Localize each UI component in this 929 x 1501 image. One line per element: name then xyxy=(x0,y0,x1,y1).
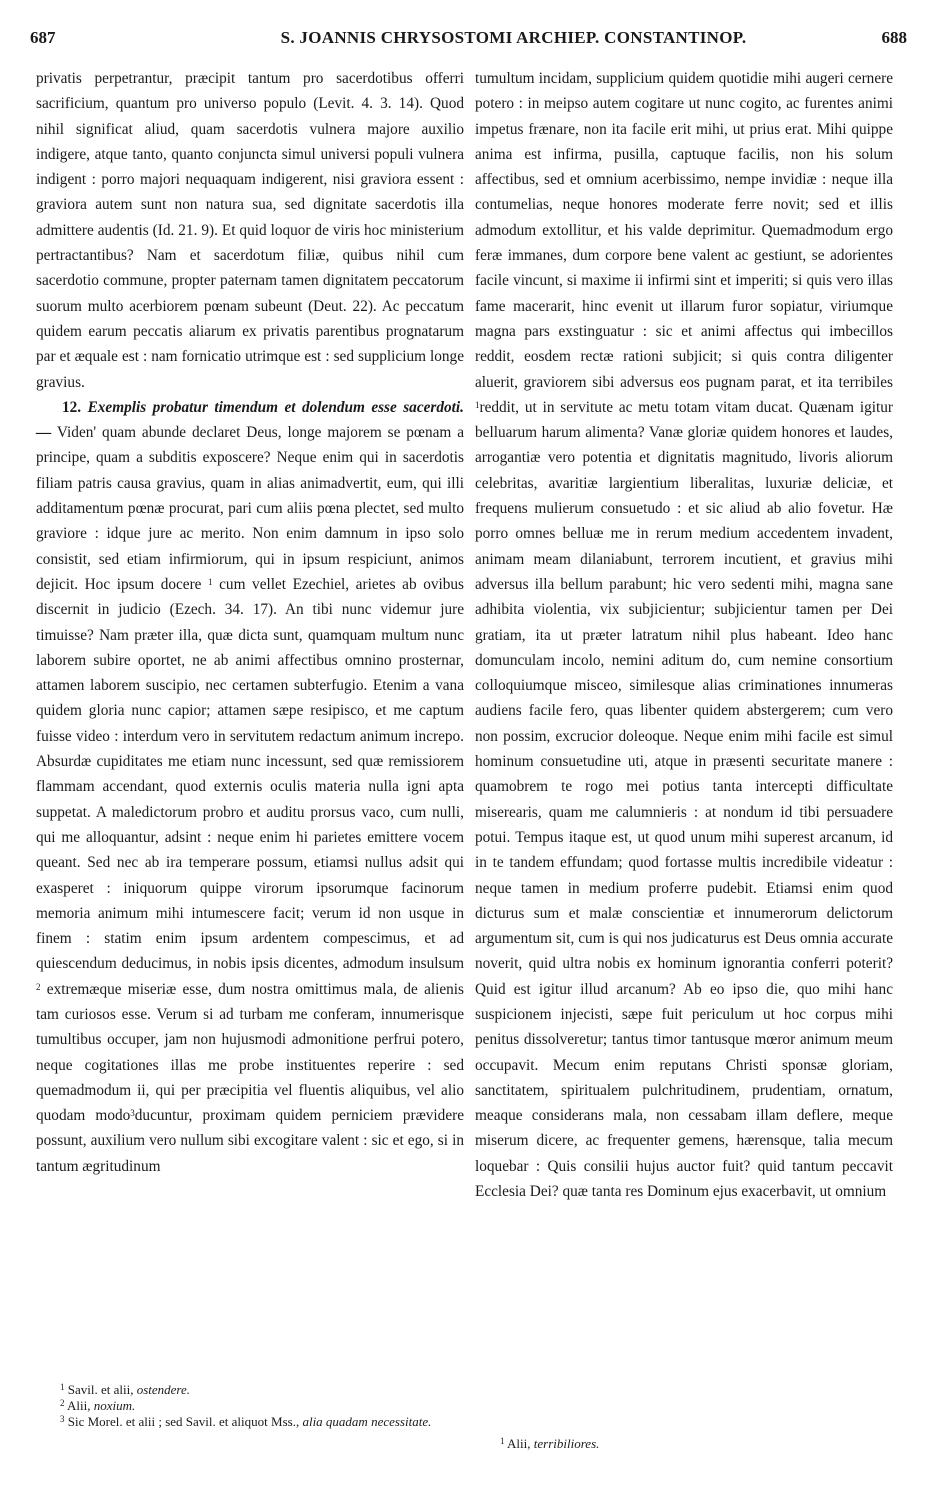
footnote-3 xyxy=(60,1414,450,1430)
footnote-2 xyxy=(60,1398,450,1414)
left-text-d: ducuntur, proximam quidem perniciem prævidere possunt, auxilium vero nullum sibi excogitare valent : sic et ego, si in tantum ægritudinum xyxy=(36,1107,464,1175)
right-footnote-1-italic: terribiliores. xyxy=(533,1436,600,1451)
footnote-1-text: Savil. et alii, xyxy=(67,1382,134,1397)
footnote-3-italic: alia quadam necessitate. xyxy=(302,1414,432,1429)
section-number: 12. xyxy=(62,398,82,416)
running-header xyxy=(30,22,907,56)
footnote-ref-2: 2 xyxy=(36,981,41,992)
left-paragraph-2 xyxy=(36,395,464,1179)
running-title: S. JOANNIS CHRYSOSTOMI ARCHIEP. CONSTANTINOP. xyxy=(280,28,747,47)
left-paragraph-1: privatis perpetrantur, præcipit tantum pro sacerdotibus offerri sacrificium, quantum pro universo populo (Levit. 4. 3. 14). Quod nihil significat aliud, quam sacerdotis vulnera majore auxilio indigere, atque tanto, quanto conjuncta simul universi populi vulnera indigent : porro majori nequaquam indigerent, nisi graviora essent : graviora autem sunt non natura sua, sed dignitate sacerdotis illa admittere audentis (Id. 21. 9). Et quid loquor de viris hoc ministerium pertractantibus? Nam et sacerdotum filiæ, quibus nihil cum sacerdotio commune, propter paternam tamen dignitatem peccatorum suorum multo acerbiorem pœnam subeunt (Deut. 22). Ac peccatum quidem earum peccatis aliarum ex privatis parentibus prognatarum par et æquale est : nam fornicatio utrimque est : sed supplicium longe gravius. xyxy=(36,70,464,391)
left-text-b: cum vellet Ezechiel, arietes ab ovibus discernit in judicio (Ezech. 34. 17). An tibi nunc videmur jure timuisse? Nam præter illa, quæ dicta sunt, quamquam multum nunc laborem subire oportet, ne ab animi affectibus omnino prosternar, attamen laborem suscipio, nec certamen subterfugio. Etenim a vana quidem gloria nunc capior; attamen sæpe resipisco, et me captum fuisse video : interdum vero in servitutem redactum animum increpo. Absurdæ cupiditates me etiam nunc incessunt, sed quæ remissiorem flammam accendant, quod externis oculis materia nulla igni apta suppetat. A maledictorum probro et auditu prorsus vaco, cum nulli, qui me alloquantur, adsint : neque enim hi parietes emittere vocem queant. Sed nec ab ira temperare possum, etiamsi nullus adsit qui exasperet : iniquorum quippe virorum ipsorumque facinorum memoria animum mihi intumescere facit; verum id non usque in finem : statim enim ipsum ardentem compescimus, et ad quiescendum deducimus, in nobis ipsis dicentes, admodum insulsum xyxy=(36,575,465,973)
footnote-ref-1: 1 xyxy=(208,576,213,587)
left-footnotes xyxy=(60,1382,450,1430)
footnote-3-text: Sic Morel. et alii ; sed Savil. et aliquot Mss., xyxy=(67,1414,300,1429)
right-text-a: tumultum incidam, supplicium quidem quotidie mihi augeri cernere potero : in meipso autem cogitare ut nunc cogito, ac furentes animi impetus frænare, non ita facile erit mihi, ut prius erat. Mihi quippe anima est infirma, pusilla, captuque facilis, non his solum affectibus, sed et omnium acerbissimo, nempe invidiæ : neque illa contumelias, neque honores moderate ferre novit; sed et illis admodum extollitur, et his valde deprimitur. Quemadmodum ergo feræ immanes, dum corpore bene valent ac gestiunt, se adorientes facile vincunt, si maxime ii infirmi sint et imperiti; si quis vero illas fame macerarit, hinc evenit ut illarum furor sopiatur, viriumque magna pars exstinguatur : sic et animi affectus qui imbecillos reddit, eosdem rectæ rationi subjicit; si quis contra diligenter aluerit, graviorem sibi adversus eos pugnam parat, et ita terribiles xyxy=(475,70,893,391)
footnote-1-italic: ostendere. xyxy=(136,1382,191,1397)
section-title: Exemplis probatur timendum et dolendum esse sacerdoti. — xyxy=(36,398,464,442)
footnote-2-mark: 2 xyxy=(60,1398,65,1408)
left-text-a: Viden' quam abunde declaret Deus, longe majorem se pœnam a principe, quam a subditis exposcere? Neque enim qui in sacerdotis filiam patris causa gravius, quam in alias animadvertit, eum, qui illi additamentum pœnæ procurat, pari cum aliis pœna plectet, sed multo graviore : idque jure ac merito. Non enim damnum in ipso solo consistit, sed etiam infirmiorum, qui in ipsum respiciunt, animos dejicit. Hoc ipsum docere xyxy=(36,424,464,593)
right-footnote-1 xyxy=(500,1436,880,1452)
right-footnotes xyxy=(500,1436,880,1452)
footnote-1-mark: 1 xyxy=(60,1382,65,1392)
footnote-1 xyxy=(60,1382,450,1398)
left-text-c: extremæque miseriæ esse, dum nostra omittimus mala, de alienis tam curiosos esse. Verum si ad turbam me conferam, innumerisque tumultibus occuper, jam non hujusmodi admonitione perfrui potero, neque cogitationes illas me probe instituentes reperire : sed quemadmodum ii, qui per præcipitia vel fluentis aliquibus, vel alio quodam modo xyxy=(36,980,464,1125)
left-page-number: 687 xyxy=(30,28,56,47)
footnote-2-italic: noxium. xyxy=(93,1398,136,1413)
left-column xyxy=(36,66,464,1179)
right-paragraph xyxy=(475,66,893,1204)
right-footnote-1-text: Alii, xyxy=(507,1436,531,1451)
footnote-ref-3: 3 xyxy=(130,1108,135,1119)
right-text-b: reddit, ut in servitute ac metu totam vitam ducat. Quænam igitur belluarum harum alimenta? Vanæ gloriæ quidem honores et laudes, arrogantiæ vero potentia et dignitatis magnitudo, livoris aliorum celebritas, avaritiæ largientium liberalitas, luxuriæ deliciæ, et frequens mulierum consuetudo : et sic aliud ab alio fovetur. Hæ porro omnes belluæ me in rerum medium accedentem invadent, animam meam dilaniabunt, terrorem incutient, et gravius mihi adversus illa bellum parabunt; hic vero sedenti mihi, magna sane adhibita violentia, vix subjicientur; subjicientur tamen per Dei gratiam, ita ut præter latratum nihil plus habeant. Ideo hanc domunculam incolo, nemini aditum do, cum nemine consortium colloquiumque misceo, similesque alias criminationes innumeras audiens facile fero, quas libenter quidem abstergerem; cum vero non possim, excrucior doleoque. Neque enim mihi facile est simul hominum consuetudine uti, atque in præsenti securitate manere : quamobrem te rogo mei potius tanta intercepti difficultate miserearis, quam me calumnieris : at nondum id tibi persuadere potui. Tempus itaque est, ut quod unum mihi superest arcanum, id in te tandem effundam; quod fortasse multis incredibile videatur : neque tamen in medium proferre pudebit. Etiamsi enim quod dicturus sum et malæ conscientiæ et innumerorum delictorum argumentum sit, cum is qui nos judicaturus est Deus omnia accurate noverit, quid ultra nobis ex hominum ignorantia conferri poterit? Quid est igitur illud arcanum? Ab eo ipso die, quo mihi hanc suspicionem injecisti, sæpe fuit periculum ut hoc corpus mihi penitus dissolveretur; tantus timor tantusque mœror animum meum occupavit. Mecum enim reputans Christi sponsæ gloriam, sanctitatem, spiritualem pulchritudinem, prudentiam, ornatum, meaque considerans mala, non cessabam illam deflere, meque miserum dicere, ac frequenter gemens, hærensque, talia mecum loquebar : Quis consilii hujus auctor fuit? quid tantum peccavit Ecclesia Dei? quæ tanta res Dominum ejus exacerbavit, ut omnium xyxy=(475,398,893,1201)
right-footnote-ref-1: 1 xyxy=(475,399,480,410)
right-page-number: 688 xyxy=(881,28,907,47)
footnote-3-mark: 3 xyxy=(60,1414,65,1424)
right-column xyxy=(475,66,893,1204)
footnote-2-text: Alii, xyxy=(67,1398,91,1413)
right-footnote-1-mark: 1 xyxy=(500,1436,505,1446)
